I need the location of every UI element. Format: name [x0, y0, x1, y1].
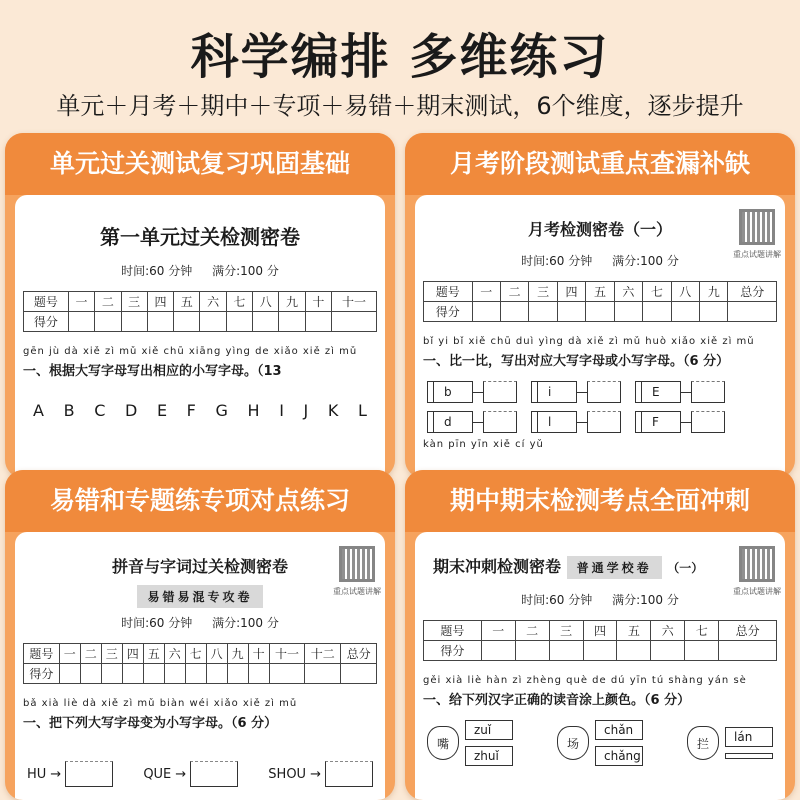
- table-cell: [728, 302, 777, 322]
- table-header-cell: 三: [101, 644, 122, 664]
- table-cell: [200, 312, 226, 332]
- pair-column: [427, 381, 517, 433]
- letter-box: d: [433, 411, 473, 433]
- table-cell: [685, 641, 719, 661]
- table-cell: [671, 302, 699, 322]
- convert-source: HU: [27, 766, 47, 782]
- table-cell: [227, 664, 248, 684]
- letter: G: [215, 401, 228, 420]
- table-header-cell: 总分: [341, 644, 377, 664]
- letter-row: [23, 401, 377, 420]
- reading-option: zuǐ: [465, 720, 513, 740]
- table-cell: [185, 664, 206, 684]
- butterfly-item: [557, 720, 643, 766]
- card-title: 期中期末检测考点全面冲刺: [405, 470, 795, 532]
- score-table: [23, 291, 377, 332]
- paper-meta: [23, 614, 377, 631]
- letter-box: b: [433, 381, 473, 403]
- score-label: 满分:100 分: [212, 616, 279, 630]
- butterfly-icon: 嘴: [427, 726, 459, 760]
- score-label: 满分:100 分: [612, 254, 679, 268]
- pinyin-line: gēn jù dà xiě zì mǔ xiě chū xiāng yìng de xiǎo xiě zì mǔ: [23, 346, 358, 357]
- table-cell: [226, 312, 252, 332]
- pair-item: [427, 381, 517, 403]
- table-cell: [529, 302, 557, 322]
- reading-options: [725, 727, 773, 759]
- table-header-cell: 总分: [719, 621, 777, 641]
- table-cell: [700, 302, 728, 322]
- table-header-cell: 八: [671, 282, 699, 302]
- table-header-cell: 五: [617, 621, 651, 641]
- table-header-cell: 二: [80, 644, 101, 664]
- paper-badge: 普通学校卷: [567, 556, 662, 579]
- paper-title: 拼音与字词过关检测密卷: [111, 557, 288, 576]
- convert-item: [143, 761, 238, 787]
- table-cell: [206, 664, 227, 684]
- score-label: 满分:100 分: [212, 264, 279, 278]
- table-cell: [59, 664, 80, 684]
- reading-option: [725, 753, 773, 759]
- card-special-practice: [5, 470, 395, 800]
- card-title: 月考阶段测试重点查漏补缺: [405, 133, 795, 195]
- card-title: 单元过关测试复习巩固基础: [5, 133, 395, 195]
- letter: J: [303, 401, 309, 420]
- table-cell: [515, 641, 549, 661]
- convert-item: [27, 761, 113, 787]
- table-header-cell: 十一: [332, 292, 377, 312]
- table-cell: [617, 641, 651, 661]
- table-header-cell: 三: [121, 292, 147, 312]
- table-header-cell: 四: [583, 621, 617, 641]
- answer-box: [691, 381, 725, 403]
- pinyin-line: bǐ yi bǐ xiě chū duì yìng dà xiě zì mǔ huò xiǎo xiě zì mǔ: [423, 336, 755, 347]
- table-header-cell: 三: [529, 282, 557, 302]
- letter-box: l: [537, 411, 577, 433]
- table-header-cell: 五: [143, 644, 164, 664]
- table-cell: [500, 302, 528, 322]
- table-header-cell: 四: [122, 644, 143, 664]
- letter: D: [124, 401, 138, 420]
- reading-option: chǎn: [595, 720, 643, 740]
- table-header-cell: 二: [500, 282, 528, 302]
- card-midterm-final: [405, 470, 795, 800]
- reading-options: [595, 720, 643, 766]
- table-header-cell: 题号: [424, 621, 482, 641]
- table-cell: [481, 641, 515, 661]
- table-header-cell: 五: [586, 282, 614, 302]
- reading-options: [465, 720, 513, 766]
- paper-meta: [423, 591, 777, 608]
- table-cell: [643, 302, 671, 322]
- table-header-cell: 十二: [305, 644, 341, 664]
- table-header-cell: 十: [305, 292, 331, 312]
- paper-title: 第一单元过关检测密卷: [100, 225, 300, 249]
- table-cell: [586, 302, 614, 322]
- paper-title: [423, 554, 777, 579]
- pair-item: [531, 381, 621, 403]
- time-label: 时间:60 分钟: [521, 593, 593, 607]
- table-header-cell: 九: [227, 644, 248, 664]
- table-cell: [549, 641, 583, 661]
- table-header-cell: 题号: [424, 282, 473, 302]
- table-cell: 得分: [24, 312, 69, 332]
- table-header-cell: 六: [614, 282, 642, 302]
- connector-line: [577, 392, 587, 393]
- table-header-cell: 一: [472, 282, 500, 302]
- connector-line: [473, 422, 483, 423]
- table-header-cell: 一: [59, 644, 80, 664]
- arrow-icon: →: [175, 766, 187, 782]
- table-cell: [341, 664, 377, 684]
- table-cell: [147, 312, 173, 332]
- paper-title-paren: （一）: [667, 561, 704, 575]
- pair-item: [635, 411, 725, 433]
- question-text: 一、比一比，写出对应大写字母或小写字母。（6 分）: [423, 354, 730, 369]
- question-text: 一、根据大写字母写出相应的小写字母。（13: [23, 364, 282, 379]
- butterfly-item: [427, 720, 513, 766]
- connector-line: [577, 422, 587, 423]
- table-cell: [472, 302, 500, 322]
- table-cell: [614, 302, 642, 322]
- time-label: 时间:60 分钟: [121, 616, 193, 630]
- table-header-cell: 二: [95, 292, 121, 312]
- table-header-cell: 六: [651, 621, 685, 641]
- table-cell: 得分: [24, 664, 60, 684]
- reading-option: lán: [725, 727, 773, 747]
- convert-source: SHOU: [268, 766, 307, 782]
- qr-code-icon: [739, 209, 775, 245]
- paper-badge: 易错易混专攻卷: [137, 585, 262, 608]
- letter: B: [63, 401, 75, 420]
- headline: 科学编排 多维练习: [190, 29, 610, 85]
- paper-preview: [15, 195, 385, 478]
- qr-label: 重点试题讲解: [333, 587, 381, 596]
- arrow-icon: →: [50, 766, 62, 782]
- table-cell: [121, 312, 147, 332]
- table-header-cell: 总分: [728, 282, 777, 302]
- table-cell: [248, 664, 269, 684]
- card-title: 易错和专题练专项对点练习: [5, 470, 395, 532]
- letter: L: [358, 401, 367, 420]
- answer-box: [483, 411, 517, 433]
- question-text: 一、给下列汉字正确的读音涂上颜色。（6 分）: [423, 693, 691, 708]
- table-header-cell: 九: [279, 292, 305, 312]
- paper-title-text: 期末冲刺检测密卷: [433, 557, 562, 576]
- pinyin-line: gěi xià liè hàn zì zhèng què de dú yīn tú shàng yán sè: [423, 675, 747, 686]
- letter: C: [94, 401, 106, 420]
- paper-preview: [415, 195, 785, 478]
- letter: K: [327, 401, 339, 420]
- table-cell: [95, 312, 121, 332]
- reading-option: chǎng: [595, 746, 643, 766]
- score-table: [423, 281, 777, 322]
- table-cell: [719, 641, 777, 661]
- butterfly-row: [423, 720, 777, 766]
- table-header-cell: 七: [643, 282, 671, 302]
- connector-line: [681, 392, 691, 393]
- qr-label: 重点试题讲解: [733, 250, 781, 259]
- table-header-cell: 一: [481, 621, 515, 641]
- qr-code-icon: [339, 546, 375, 582]
- time-label: 时间:60 分钟: [521, 254, 593, 268]
- table-header-cell: 十一: [269, 644, 305, 664]
- letter: F: [186, 401, 196, 420]
- table-cell: 得分: [424, 302, 473, 322]
- table-cell: [174, 312, 200, 332]
- pair-column: [635, 381, 725, 433]
- pair-column: [531, 381, 621, 433]
- table-cell: [332, 312, 377, 332]
- paper-preview: [15, 532, 385, 800]
- pair-item: [531, 411, 621, 433]
- question-text: 一、把下列大写字母变为小写字母。（6 分）: [23, 716, 278, 731]
- letter-box: E: [641, 381, 681, 403]
- table-header-cell: 七: [185, 644, 206, 664]
- qr-code-icon: [739, 546, 775, 582]
- convert-row: [23, 761, 377, 787]
- paper-preview: [415, 532, 785, 800]
- table-cell: [583, 641, 617, 661]
- card-unit-test: [5, 133, 395, 478]
- table-header-cell: 题号: [24, 292, 69, 312]
- answer-box: [483, 381, 517, 403]
- table-header-cell: 六: [164, 644, 185, 664]
- qr-label: 重点试题讲解: [733, 587, 781, 596]
- butterfly-icon: 场: [557, 726, 589, 760]
- arrow-icon: →: [310, 766, 321, 782]
- pair-grid: [423, 381, 777, 433]
- score-table: [23, 643, 377, 684]
- answer-box: [691, 411, 725, 433]
- table-cell: [164, 664, 185, 684]
- table-header-cell: 七: [685, 621, 719, 641]
- table-header-cell: 二: [515, 621, 549, 641]
- table-header-cell: 七: [226, 292, 252, 312]
- letter-box: i: [537, 381, 577, 403]
- table-header-cell: 四: [557, 282, 585, 302]
- paper-title: 月考检测密卷（一）: [527, 220, 672, 239]
- table-cell: [253, 312, 279, 332]
- reading-option: zhuǐ: [465, 746, 513, 766]
- table-cell: 得分: [424, 641, 482, 661]
- pinyin-line-2: kàn pīn yīn xiě cí yǔ: [423, 439, 544, 450]
- letter-box: F: [641, 411, 681, 433]
- table-header-cell: 五: [174, 292, 200, 312]
- time-label: 时间:60 分钟: [121, 264, 193, 278]
- table-header-cell: 四: [147, 292, 173, 312]
- letter: H: [247, 401, 260, 420]
- table-cell: [143, 664, 164, 684]
- pair-item: [427, 411, 517, 433]
- table-cell: [305, 664, 341, 684]
- table-cell: [269, 664, 305, 684]
- paper-meta: [23, 262, 377, 279]
- connector-line: [681, 422, 691, 423]
- pinyin-line: bǎ xià liè dà xiě zì mǔ biàn wéi xiǎo xiě zì mǔ: [23, 698, 298, 709]
- answer-box: [587, 381, 621, 403]
- table-cell: [279, 312, 305, 332]
- table-cell: [305, 312, 331, 332]
- table-cell: [80, 664, 101, 684]
- score-label: 满分:100 分: [612, 593, 679, 607]
- table-header-cell: 六: [200, 292, 226, 312]
- butterfly-icon: 拦: [687, 726, 719, 760]
- table-header-cell: 十: [248, 644, 269, 664]
- butterfly-item: [687, 720, 773, 766]
- table-cell: [101, 664, 122, 684]
- card-monthly-test: [405, 133, 795, 478]
- table-header-cell: 九: [700, 282, 728, 302]
- answer-box: [325, 761, 373, 787]
- letter: E: [156, 401, 168, 420]
- subline: 单元＋月考＋期中＋专项＋易错＋期末测试，6个维度，逐步提升: [56, 92, 744, 120]
- score-table: [423, 620, 777, 661]
- table-header-cell: 八: [206, 644, 227, 664]
- letter: A: [33, 401, 44, 420]
- letter: I: [279, 401, 284, 420]
- answer-box: [190, 761, 238, 787]
- table-cell: [557, 302, 585, 322]
- convert-item: [268, 761, 373, 787]
- table-cell: [68, 312, 94, 332]
- paper-meta: [423, 252, 777, 269]
- convert-source: QUE: [143, 766, 172, 782]
- answer-box: [65, 761, 113, 787]
- table-header-cell: 题号: [24, 644, 60, 664]
- table-header-cell: 一: [68, 292, 94, 312]
- table-cell: [122, 664, 143, 684]
- answer-box: [587, 411, 621, 433]
- connector-line: [473, 392, 483, 393]
- table-header-cell: 三: [549, 621, 583, 641]
- pair-item: [635, 381, 725, 403]
- table-header-cell: 八: [253, 292, 279, 312]
- table-cell: [651, 641, 685, 661]
